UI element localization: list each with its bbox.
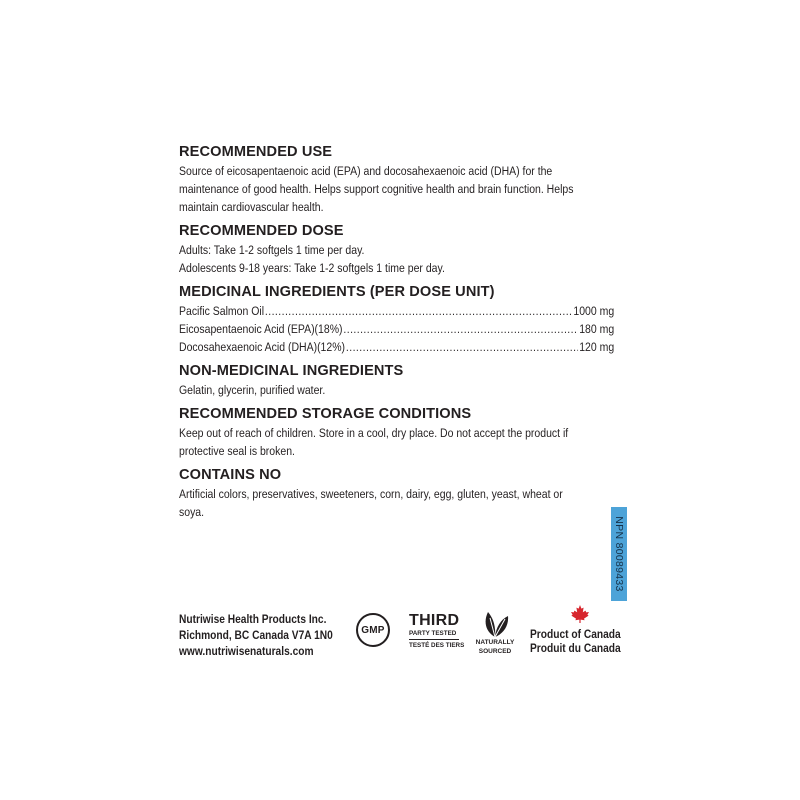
product-of-canada-badge bbox=[530, 604, 630, 656]
section-heading: RECOMMENDED STORAGE CONDITIONS bbox=[179, 406, 472, 422]
body-line: Artificial colors, preservatives, sweeteners, corn, dairy, egg, gluten, yeast, wheat or bbox=[179, 487, 563, 501]
section-recommended-use bbox=[179, 143, 619, 216]
ingredient-row bbox=[179, 320, 614, 338]
section-body bbox=[179, 241, 614, 277]
ingredient-amount: 120 mg bbox=[579, 340, 615, 354]
leaf-icon bbox=[480, 610, 510, 638]
third-subtitle: PARTY TESTED bbox=[409, 630, 457, 637]
dot-leader bbox=[346, 338, 578, 356]
badge-divider bbox=[409, 639, 459, 640]
section-medicinal-ingredients bbox=[179, 283, 619, 356]
ingredient-amount: 1000 mg bbox=[573, 304, 615, 318]
section-heading: NON-MEDICINAL INGREDIENTS bbox=[179, 363, 404, 379]
section-storage-conditions bbox=[179, 405, 619, 460]
maple-leaf-icon bbox=[570, 604, 590, 624]
ingredient-name: Eicosapentaenoic Acid (EPA)(18%) bbox=[179, 322, 343, 336]
ingredient-row bbox=[179, 338, 614, 356]
third-french: TESTÉ DES TIERS bbox=[409, 642, 465, 649]
dot-leader bbox=[265, 302, 573, 320]
body-line: maintain cardiovascular health. bbox=[179, 200, 324, 214]
section-heading: CONTAINS NO bbox=[179, 467, 282, 483]
section-recommended-dose bbox=[179, 222, 619, 277]
company-website: www.nutriwisenaturals.com bbox=[179, 645, 314, 658]
naturally-sourced-badge bbox=[470, 610, 520, 656]
natural-line-2: SOURCED bbox=[478, 648, 512, 655]
section-heading: RECOMMENDED USE bbox=[179, 144, 333, 160]
npn-number: NPN 80089433 bbox=[613, 516, 625, 592]
body-line: protective seal is broken. bbox=[179, 444, 295, 458]
company-address: Richmond, BC Canada V7A 1N0 bbox=[179, 629, 333, 642]
natural-line-1: NATURALLY bbox=[475, 639, 515, 646]
body-line: Source of eicosapentaenoic acid (EPA) and docosahexaenoic acid (DHA) for the bbox=[179, 164, 553, 178]
npn-badge bbox=[611, 507, 627, 601]
ingredient-name: Pacific Salmon Oil bbox=[179, 304, 265, 318]
section-non-medicinal-ingredients bbox=[179, 362, 619, 399]
gmp-label: GMP bbox=[361, 624, 385, 636]
company-info bbox=[179, 612, 333, 660]
third-title: THIRD bbox=[409, 612, 460, 629]
company-name: Nutriwise Health Products Inc. bbox=[179, 613, 327, 626]
ingredient-name: Docosahexaenoic Acid (DHA)(12%) bbox=[179, 340, 346, 354]
section-body bbox=[179, 424, 614, 460]
body-line: Adults: Take 1-2 softgels 1 time per day. bbox=[179, 243, 365, 257]
body-line: soya. bbox=[179, 505, 205, 519]
third-party-tested-badge bbox=[409, 612, 465, 650]
ingredient-amount: 180 mg bbox=[579, 322, 615, 336]
gmp-seal-icon bbox=[356, 613, 390, 647]
body-line: Keep out of reach of children. Store in a cool, dry place. Do not accept the product if bbox=[179, 426, 569, 440]
section-body bbox=[179, 162, 614, 216]
body-line: Gelatin, glycerin, purified water. bbox=[179, 383, 326, 397]
dot-leader bbox=[343, 320, 578, 338]
ingredient-row bbox=[179, 302, 614, 320]
section-heading: MEDICINAL INGREDIENTS (PER DOSE UNIT) bbox=[179, 284, 495, 300]
body-line: maintenance of good health. Helps support cognitive health and brain function. Helps bbox=[179, 182, 574, 196]
ingredient-list bbox=[179, 302, 614, 356]
section-body bbox=[179, 485, 614, 521]
label-panel bbox=[179, 143, 619, 527]
section-contains-no bbox=[179, 466, 619, 521]
canada-english: Product of Canada bbox=[530, 628, 621, 641]
section-body bbox=[179, 381, 614, 399]
body-line: Adolescents 9-18 years: Take 1-2 softgels 1 time per day. bbox=[179, 261, 445, 275]
section-heading: RECOMMENDED DOSE bbox=[179, 223, 344, 239]
canada-french: Produit du Canada bbox=[530, 642, 621, 655]
